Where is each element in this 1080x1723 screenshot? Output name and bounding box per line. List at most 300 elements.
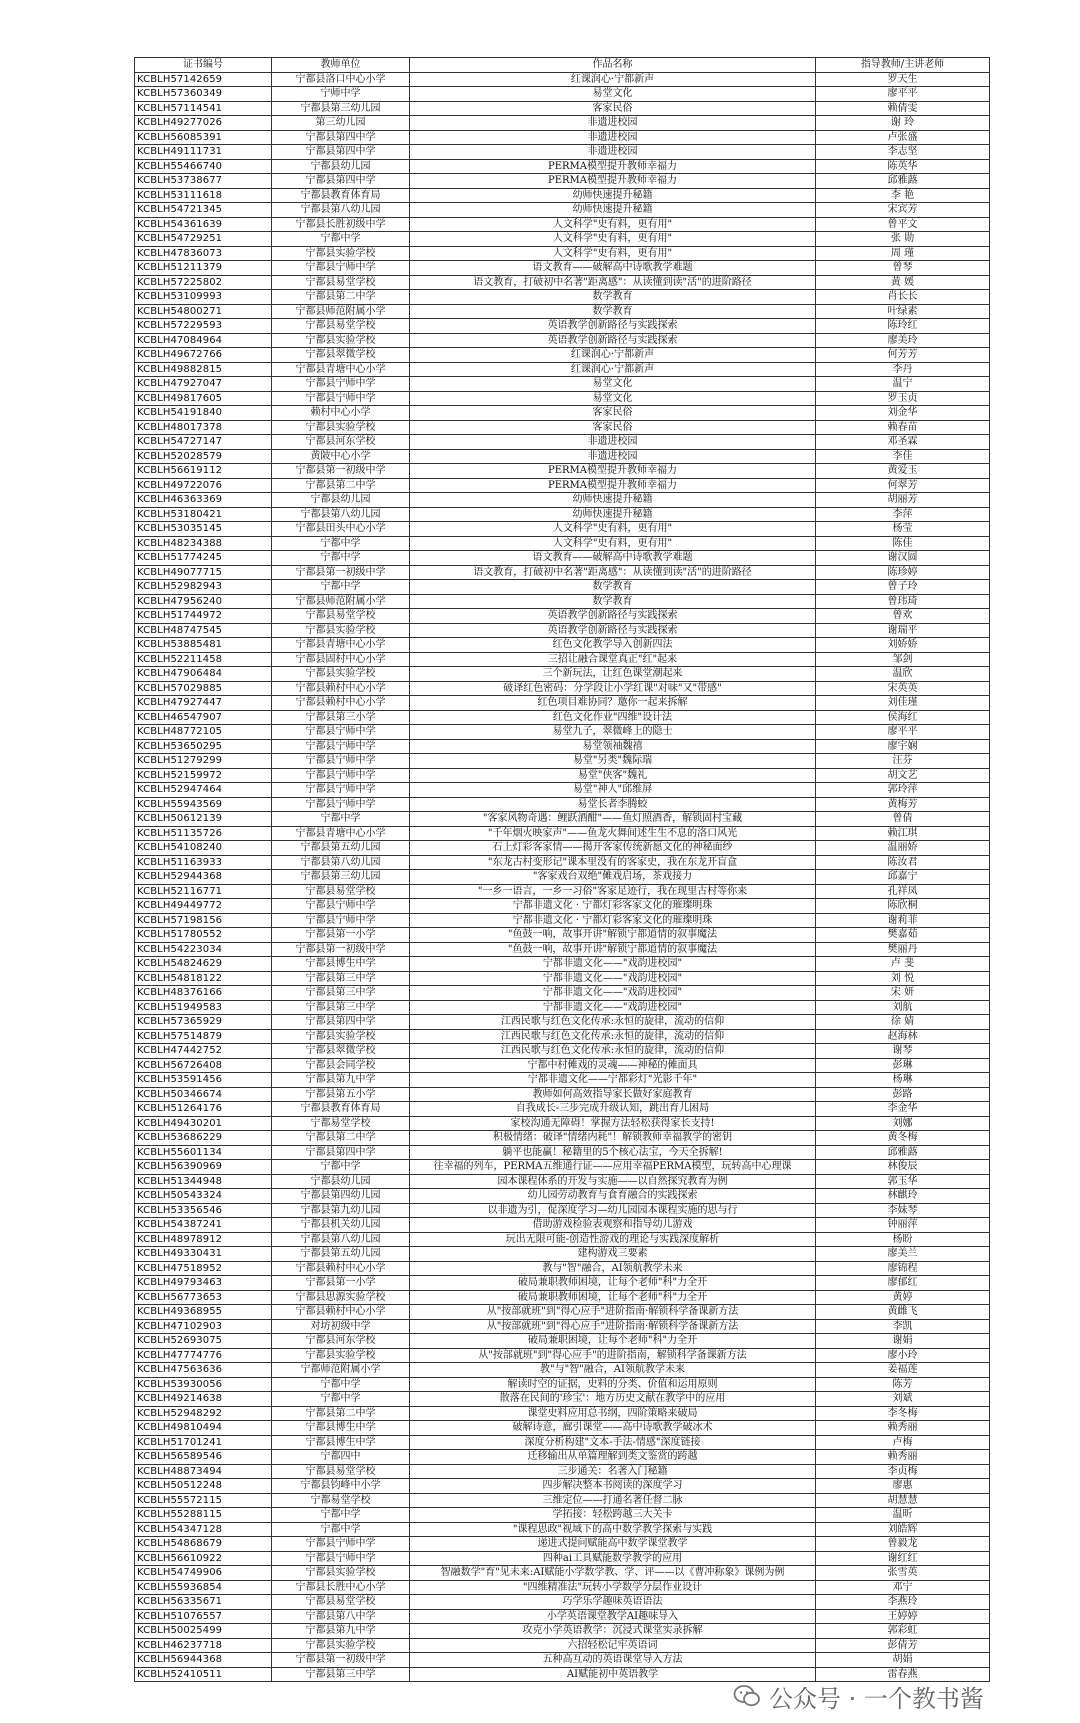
unit-cell: 宁都县宁师中学 bbox=[272, 768, 410, 783]
teacher-cell: 邓圣霖 bbox=[816, 435, 990, 450]
teacher-cell: 廖惠 bbox=[816, 1479, 990, 1494]
cert-no-cell: KCBLH56589546 bbox=[135, 1450, 272, 1465]
unit-cell: 宁都县第一小学 bbox=[272, 928, 410, 943]
cert-no-cell: KCBLH56726408 bbox=[135, 1058, 272, 1073]
work-title-cell: 宁都非遗文化——"戏韵进校园" bbox=[410, 986, 816, 1001]
table-row bbox=[135, 1595, 990, 1610]
cert-no-cell: KCBLH54749906 bbox=[135, 1566, 272, 1581]
teacher-cell: 彭路 bbox=[816, 1087, 990, 1102]
table-row bbox=[135, 1537, 990, 1552]
header-unit: 教师单位 bbox=[272, 58, 410, 73]
unit-cell: 对坊初级中学 bbox=[272, 1319, 410, 1334]
teacher-cell: 邓宁 bbox=[816, 1580, 990, 1595]
unit-cell: 宁都县幼儿园 bbox=[272, 493, 410, 508]
teacher-cell: 刘娜 bbox=[816, 1116, 990, 1131]
work-title-cell: 非遗进校园 bbox=[410, 435, 816, 450]
unit-cell: 宁都县翠微学校 bbox=[272, 348, 410, 363]
table-row bbox=[135, 1319, 990, 1334]
work-title-cell: 易堂文化 bbox=[410, 87, 816, 102]
work-title-cell: 易堂文化 bbox=[410, 391, 816, 406]
table-row bbox=[135, 1305, 990, 1320]
cert-no-cell: KCBLH54800271 bbox=[135, 304, 272, 319]
teacher-cell: 郭彩虹 bbox=[816, 1624, 990, 1639]
cert-no-cell: KCBLH56610922 bbox=[135, 1551, 272, 1566]
teacher-cell: 李金华 bbox=[816, 1102, 990, 1117]
cert-no-cell: KCBLH49111731 bbox=[135, 145, 272, 160]
cert-no-cell: KCBLH48234388 bbox=[135, 536, 272, 551]
cert-no-cell: KCBLH49368955 bbox=[135, 1305, 272, 1320]
table-row bbox=[135, 884, 990, 899]
table-row bbox=[135, 594, 990, 609]
cert-no-cell: KCBLH49214638 bbox=[135, 1392, 272, 1407]
teacher-cell: 赵海林 bbox=[816, 1029, 990, 1044]
unit-cell: 宁都县长胜中心小学 bbox=[272, 1580, 410, 1595]
cert-no-cell: KCBLH47774776 bbox=[135, 1348, 272, 1363]
unit-cell: 赖村中心小学 bbox=[272, 406, 410, 421]
work-title-cell: "四维精准法"玩转小学数学分层作业设计 bbox=[410, 1580, 816, 1595]
table-row bbox=[135, 101, 990, 116]
table-row bbox=[135, 1261, 990, 1276]
cert-no-cell: KCBLH48772105 bbox=[135, 725, 272, 740]
table-row bbox=[135, 246, 990, 261]
unit-cell: 宁都县第四中学 bbox=[272, 1145, 410, 1160]
unit-cell: 宁都县第三中学 bbox=[272, 986, 410, 1001]
cert-no-cell: KCBLH52944368 bbox=[135, 870, 272, 885]
table-row bbox=[135, 1276, 990, 1291]
work-title-cell: 人文科学"史有料，更有用" bbox=[410, 246, 816, 261]
cert-no-cell: KCBLH54387241 bbox=[135, 1218, 272, 1233]
table-row bbox=[135, 681, 990, 696]
work-title-cell: 江西民歌与红色文化传承:永恒的旋律，流动的信仰 bbox=[410, 1044, 816, 1059]
table-row bbox=[135, 406, 990, 421]
work-title-cell: 六招轻松记牢英语词 bbox=[410, 1638, 816, 1653]
teacher-cell: 郭玲萍 bbox=[816, 783, 990, 798]
table-row bbox=[135, 116, 990, 131]
work-title-cell: 以非遗为引，促深度学习—幼儿园园本课程实施的思与行 bbox=[410, 1203, 816, 1218]
work-title-cell: "鱼鼓一响，故事开讲"解锁宁都道情的叙事魔法 bbox=[410, 942, 816, 957]
teacher-cell: 刘金华 bbox=[816, 406, 990, 421]
teacher-cell: 汪芬 bbox=[816, 754, 990, 769]
unit-cell: 宁都县师范附属小学 bbox=[272, 594, 410, 609]
teacher-cell: 赖倩雯 bbox=[816, 101, 990, 116]
table-row bbox=[135, 928, 990, 943]
table-row bbox=[135, 899, 990, 914]
cert-no-cell: KCBLH55943569 bbox=[135, 797, 272, 812]
table-row bbox=[135, 739, 990, 754]
work-title-cell: 三步通关：名著入门秘籍 bbox=[410, 1464, 816, 1479]
cert-no-cell: KCBLH51135726 bbox=[135, 826, 272, 841]
unit-cell: 宁都县第四中学 bbox=[272, 130, 410, 145]
work-title-cell: 解读时空的证据，史料的分类、价值和运用原则 bbox=[410, 1377, 816, 1392]
teacher-cell: 刘皓辉 bbox=[816, 1522, 990, 1537]
table-row bbox=[135, 72, 990, 87]
unit-cell: 宁都县第八幼儿园 bbox=[272, 1232, 410, 1247]
unit-cell: 宁都县实验学校 bbox=[272, 623, 410, 638]
table-row bbox=[135, 1348, 990, 1363]
work-title-cell: 从"按部就班"到"得心应手"进阶指南·解锁科学备课新方法 bbox=[410, 1319, 816, 1334]
table-row bbox=[135, 1015, 990, 1030]
cert-no-cell: KCBLH49330431 bbox=[135, 1247, 272, 1262]
work-title-cell: 语文教育——破解高中诗歌教学难题 bbox=[410, 551, 816, 566]
unit-cell: 宁都县第三中学 bbox=[272, 1667, 410, 1682]
teacher-cell: 曾毅龙 bbox=[816, 1537, 990, 1552]
unit-cell: 宁都县宁师中学 bbox=[272, 261, 410, 276]
table-row bbox=[135, 783, 990, 798]
cert-no-cell: KCBLH54347128 bbox=[135, 1522, 272, 1537]
work-title-cell: 语文教育，打破初中名著"距离感"：从读懂到读"活"的进阶路径 bbox=[410, 275, 816, 290]
cert-no-cell: KCBLH53738677 bbox=[135, 174, 272, 189]
cert-no-cell: KCBLH52211458 bbox=[135, 652, 272, 667]
teacher-cell: 彭琳 bbox=[816, 1058, 990, 1073]
unit-cell: 宁都易堂学校 bbox=[272, 1116, 410, 1131]
cert-no-cell: KCBLH53109993 bbox=[135, 290, 272, 305]
cert-no-cell: KCBLH47084964 bbox=[135, 333, 272, 348]
work-title-cell: 散落在民间的'珍宝'：地方历史文献在教学中的应用 bbox=[410, 1392, 816, 1407]
work-title-cell: 三维定位——打通名著任督二脉 bbox=[410, 1493, 816, 1508]
certificate-table bbox=[134, 57, 990, 1682]
unit-cell: 宁都县钧峰中小学 bbox=[272, 1479, 410, 1494]
unit-cell: 宁都县第五幼儿园 bbox=[272, 841, 410, 856]
cert-no-cell: KCBLH56944368 bbox=[135, 1653, 272, 1668]
table-row bbox=[135, 449, 990, 464]
unit-cell: 宁都县易堂学校 bbox=[272, 1595, 410, 1610]
cert-no-cell: KCBLH57114541 bbox=[135, 101, 272, 116]
teacher-cell: 樊嘉茹 bbox=[816, 928, 990, 943]
watermark-text: 公众号 · 一个教书酱 bbox=[769, 1684, 984, 1713]
table-row bbox=[135, 174, 990, 189]
teacher-cell: 刘航 bbox=[816, 1000, 990, 1015]
cert-no-cell: KCBLH47906484 bbox=[135, 667, 272, 682]
work-title-cell: 深度分析构建"文本-手法-情感"深度链接 bbox=[410, 1435, 816, 1450]
work-title-cell: 红课润心·宁都新声 bbox=[410, 348, 816, 363]
cert-no-cell: KCBLH54108240 bbox=[135, 841, 272, 856]
teacher-cell: 郭玉华 bbox=[816, 1174, 990, 1189]
unit-cell: 宁都县第四中学 bbox=[272, 1015, 410, 1030]
work-title-cell: 积极情绪：破译"情绪内耗"！解锁教师幸福教学的密钥 bbox=[410, 1131, 816, 1146]
teacher-cell: 叶绿素 bbox=[816, 304, 990, 319]
table-row bbox=[135, 1203, 990, 1218]
unit-cell: 宁都县幼儿园 bbox=[272, 159, 410, 174]
work-title-cell: 语文教育——破解高中诗歌教学难题 bbox=[410, 261, 816, 276]
teacher-cell: 杨莹 bbox=[816, 522, 990, 537]
unit-cell: 宁都县第一初级中学 bbox=[272, 942, 410, 957]
teacher-cell: 孔祥凤 bbox=[816, 884, 990, 899]
unit-cell: 宁都县博生中学 bbox=[272, 1421, 410, 1436]
table-row bbox=[135, 478, 990, 493]
unit-cell: 宁都县第八中学 bbox=[272, 1609, 410, 1624]
table-row bbox=[135, 1000, 990, 1015]
cert-no-cell: KCBLH56619112 bbox=[135, 464, 272, 479]
work-title-cell: 易堂"另类"魏际瑞 bbox=[410, 754, 816, 769]
watermark bbox=[733, 1681, 984, 1711]
table-row bbox=[135, 609, 990, 624]
unit-cell: 宁都县博生中学 bbox=[272, 957, 410, 972]
teacher-cell: 樊丽丹 bbox=[816, 942, 990, 957]
work-title-cell: 易堂领袖魏禧 bbox=[410, 739, 816, 754]
work-title-cell: 幼师快速提升秘籍 bbox=[410, 507, 816, 522]
unit-cell: 宁都县宁师中学 bbox=[272, 739, 410, 754]
table-row bbox=[135, 1580, 990, 1595]
teacher-cell: 黄冬梅 bbox=[816, 1131, 990, 1146]
unit-cell: 宁都县宁师中学 bbox=[272, 1537, 410, 1552]
unit-cell: 宁都县第四中学 bbox=[272, 174, 410, 189]
table-row bbox=[135, 696, 990, 711]
cert-no-cell: KCBLH47102903 bbox=[135, 1319, 272, 1334]
table-row bbox=[135, 1334, 990, 1349]
table-row bbox=[135, 1174, 990, 1189]
cert-no-cell: KCBLH50612139 bbox=[135, 812, 272, 827]
work-title-cell: "一乡一语言，一乡一习俗"客家足迹行，我在现里古村等你来 bbox=[410, 884, 816, 899]
work-title-cell: 四种ai工具赋能数学教学的应用 bbox=[410, 1551, 816, 1566]
teacher-cell: 黄梅芳 bbox=[816, 797, 990, 812]
unit-cell: 宁都县宁师中学 bbox=[272, 783, 410, 798]
cert-no-cell: KCBLH47927047 bbox=[135, 377, 272, 392]
cert-no-cell: KCBLH50543324 bbox=[135, 1189, 272, 1204]
work-title-cell: 易堂长者李腾蛟 bbox=[410, 797, 816, 812]
unit-cell: 宁都县第九幼儿园 bbox=[272, 1203, 410, 1218]
teacher-cell: 彭倩芳 bbox=[816, 1638, 990, 1653]
cert-no-cell: KCBLH54223034 bbox=[135, 942, 272, 957]
teacher-cell: 张 勋 bbox=[816, 232, 990, 247]
teacher-cell: 林俊辰 bbox=[816, 1160, 990, 1175]
cert-no-cell: KCBLH47956240 bbox=[135, 594, 272, 609]
table-row bbox=[135, 1464, 990, 1479]
unit-cell: 宁都县宁师中学 bbox=[272, 391, 410, 406]
work-title-cell: 人文科学"史有料，更有用" bbox=[410, 232, 816, 247]
teacher-cell: 刘 悦 bbox=[816, 971, 990, 986]
unit-cell: 宁都县青塘中心小学 bbox=[272, 826, 410, 841]
teacher-cell: 谢 玲 bbox=[816, 116, 990, 131]
table-row bbox=[135, 507, 990, 522]
unit-cell: 黄陂中心小学 bbox=[272, 449, 410, 464]
unit-cell: 宁都县会同学校 bbox=[272, 1058, 410, 1073]
cert-no-cell: KCBLH53591456 bbox=[135, 1073, 272, 1088]
work-title-cell: 智融数学"育"见未来:AI赋能小学数学教、学、评——以《曹冲称象》课例为例 bbox=[410, 1566, 816, 1581]
table-row bbox=[135, 913, 990, 928]
work-title-cell: 往幸福的列车，PERMA五维通行证——应用幸福PERMA模型，玩转高中心理课 bbox=[410, 1160, 816, 1175]
work-title-cell: 英语教学创新路径与实践探索 bbox=[410, 333, 816, 348]
work-title-cell: "课程思政"视域下的高中数学教学探索与实践 bbox=[410, 1522, 816, 1537]
teacher-cell: 邱雅蕗 bbox=[816, 174, 990, 189]
cert-no-cell: KCBLH47442752 bbox=[135, 1044, 272, 1059]
teacher-cell: 李妹琴 bbox=[816, 1203, 990, 1218]
teacher-cell: 何芳芳 bbox=[816, 348, 990, 363]
work-title-cell: 英语教学创新路径与实践探索 bbox=[410, 319, 816, 334]
cert-no-cell: KCBLH51344948 bbox=[135, 1174, 272, 1189]
teacher-cell: 李贞梅 bbox=[816, 1464, 990, 1479]
teacher-cell: 宋 妍 bbox=[816, 986, 990, 1001]
cert-no-cell: KCBLH53885481 bbox=[135, 638, 272, 653]
unit-cell: 宁都县实验学校 bbox=[272, 246, 410, 261]
cert-no-cell: KCBLH54361639 bbox=[135, 217, 272, 232]
table-row bbox=[135, 188, 990, 203]
work-title-cell: 红色文化教学导入创新四法 bbox=[410, 638, 816, 653]
work-title-cell: 人文科学"史有料，更有用" bbox=[410, 217, 816, 232]
table-row bbox=[135, 1160, 990, 1175]
cert-no-cell: KCBLH51744972 bbox=[135, 609, 272, 624]
table-row bbox=[135, 1232, 990, 1247]
certificate-list bbox=[134, 57, 989, 1682]
table-row bbox=[135, 1044, 990, 1059]
table-row bbox=[135, 1522, 990, 1537]
unit-cell: 宁都县赖村中心小学 bbox=[272, 1261, 410, 1276]
unit-cell: 宁都县宁师中学 bbox=[272, 1551, 410, 1566]
table-row bbox=[135, 768, 990, 783]
work-title-cell: 易堂九子，翠微峰上的隐士 bbox=[410, 725, 816, 740]
table-row bbox=[135, 870, 990, 885]
teacher-cell: 曾琴 bbox=[816, 261, 990, 276]
work-title-cell: 自我成长-三步完成升级认知，跳出育儿困局 bbox=[410, 1102, 816, 1117]
teacher-cell: 黄雌飞 bbox=[816, 1305, 990, 1320]
cert-no-cell: KCBLH57360349 bbox=[135, 87, 272, 102]
table-row bbox=[135, 1247, 990, 1262]
work-title-cell: 数学教育 bbox=[410, 594, 816, 609]
teacher-cell: 廖美玲 bbox=[816, 333, 990, 348]
work-title-cell: 学拓接：轻松跨越三大关卡 bbox=[410, 1508, 816, 1523]
work-title-cell: 课堂史料应用总书纲，四阶策略来破局 bbox=[410, 1406, 816, 1421]
table-row bbox=[135, 217, 990, 232]
cert-no-cell: KCBLH51780552 bbox=[135, 928, 272, 943]
teacher-cell: 赖春苗 bbox=[816, 420, 990, 435]
unit-cell: 宁都县宁师中学 bbox=[272, 913, 410, 928]
unit-cell: 宁都县第一初级中学 bbox=[272, 464, 410, 479]
unit-cell: 宁都县第三幼儿园 bbox=[272, 870, 410, 885]
unit-cell: 宁都县实验学校 bbox=[272, 1029, 410, 1044]
work-title-cell: 客家民俗 bbox=[410, 420, 816, 435]
unit-cell: 宁都县青塘中心小学 bbox=[272, 362, 410, 377]
unit-cell: 宁都县第三中学 bbox=[272, 1000, 410, 1015]
unit-cell: 宁都中学 bbox=[272, 1160, 410, 1175]
work-title-cell: 三个新玩法，让红色课堂潮起来 bbox=[410, 667, 816, 682]
cert-no-cell: KCBLH54824629 bbox=[135, 957, 272, 972]
work-title-cell: 破局兼职教师困境，让每个老师"科"力全开 bbox=[410, 1276, 816, 1291]
work-title-cell: 迁移输出从单篇理解到类文鉴赏的跨越 bbox=[410, 1450, 816, 1465]
table-row bbox=[135, 1450, 990, 1465]
cert-no-cell: KCBLH48873494 bbox=[135, 1464, 272, 1479]
table-row bbox=[135, 1189, 990, 1204]
work-title-cell: 玩出无限可能-创造性游戏的理论与实践深度解析 bbox=[410, 1232, 816, 1247]
table-body bbox=[135, 72, 990, 1682]
table-row bbox=[135, 971, 990, 986]
teacher-cell: 廖平平 bbox=[816, 87, 990, 102]
table-row bbox=[135, 319, 990, 334]
unit-cell: 宁都县实验学校 bbox=[272, 1348, 410, 1363]
work-title-cell: 小学英语课堂教学AI趣味导入 bbox=[410, 1609, 816, 1624]
teacher-cell: 谢莉菲 bbox=[816, 913, 990, 928]
cert-no-cell: KCBLH53930056 bbox=[135, 1377, 272, 1392]
teacher-cell: 曾欢 bbox=[816, 609, 990, 624]
cert-no-cell: KCBLH57029885 bbox=[135, 681, 272, 696]
table-row bbox=[135, 1435, 990, 1450]
cert-no-cell: KCBLH49817605 bbox=[135, 391, 272, 406]
teacher-cell: 陈欣桐 bbox=[816, 899, 990, 914]
table-row bbox=[135, 362, 990, 377]
table-row bbox=[135, 130, 990, 145]
table-row bbox=[135, 464, 990, 479]
table-row bbox=[135, 1102, 990, 1117]
work-title-cell: PERMA模型提升教师幸福力 bbox=[410, 478, 816, 493]
cert-no-cell: KCBLH57229593 bbox=[135, 319, 272, 334]
unit-cell: 宁都县师范附属小学 bbox=[272, 304, 410, 319]
unit-cell: 宁都县河东学校 bbox=[272, 1334, 410, 1349]
unit-cell: 宁都县田头中心小学 bbox=[272, 522, 410, 537]
work-title-cell: 宁都非遗文化——"戏韵进校园" bbox=[410, 1000, 816, 1015]
table-row bbox=[135, 1290, 990, 1305]
teacher-cell: 谢娟 bbox=[816, 1334, 990, 1349]
work-title-cell: 巧学乐学趣味英语语法 bbox=[410, 1595, 816, 1610]
cert-no-cell: KCBLH51076557 bbox=[135, 1609, 272, 1624]
table-row bbox=[135, 1392, 990, 1407]
teacher-cell: 陈英华 bbox=[816, 159, 990, 174]
unit-cell: 宁都县第二中学 bbox=[272, 1131, 410, 1146]
work-title-cell: 幼儿园劳动教育与食育融合的实践探索 bbox=[410, 1189, 816, 1204]
work-title-cell: 易堂"侠客"魏礼 bbox=[410, 768, 816, 783]
work-title-cell: 数学教育 bbox=[410, 580, 816, 595]
header-cert-no: 证书编号 bbox=[135, 58, 272, 73]
table-row bbox=[135, 87, 990, 102]
table-row bbox=[135, 1377, 990, 1392]
table-row bbox=[135, 1653, 990, 1668]
teacher-cell: 赖秀丽 bbox=[816, 1450, 990, 1465]
unit-cell: 宁都县实验学校 bbox=[272, 1566, 410, 1581]
cert-no-cell: KCBLH57142659 bbox=[135, 72, 272, 87]
cert-no-cell: KCBLH56085391 bbox=[135, 130, 272, 145]
teacher-cell: 廖郁红 bbox=[816, 1276, 990, 1291]
teacher-cell: 卢梅 bbox=[816, 1435, 990, 1450]
unit-cell: 宁都县第二中学 bbox=[272, 290, 410, 305]
work-title-cell: 宁都中村傩戏的灵魂——神秘的傩面具 bbox=[410, 1058, 816, 1073]
teacher-cell: 谢汉圆 bbox=[816, 551, 990, 566]
teacher-cell: 李凯 bbox=[816, 1319, 990, 1334]
work-title-cell: 破译红色密码：分学段让小学红课"对味"又"带感" bbox=[410, 681, 816, 696]
cert-no-cell: KCBLH54191840 bbox=[135, 406, 272, 421]
work-title-cell: 非遗进校园 bbox=[410, 130, 816, 145]
work-title-cell: 宁都非遗文化——"戏韵进校园" bbox=[410, 971, 816, 986]
unit-cell: 宁都县易堂学校 bbox=[272, 1464, 410, 1479]
cert-no-cell: KCBLH51264176 bbox=[135, 1102, 272, 1117]
work-title-cell: 非遗进校园 bbox=[410, 449, 816, 464]
work-title-cell: 破局兼职教师困境，让每个老师"科"力全开 bbox=[410, 1290, 816, 1305]
teacher-cell: 李萍 bbox=[816, 507, 990, 522]
unit-cell: 宁都县固村中心小学 bbox=[272, 652, 410, 667]
work-title-cell: 递进式提问赋能高中数学课堂教学 bbox=[410, 1537, 816, 1552]
work-title-cell: 人文科学"史有料，更有用" bbox=[410, 536, 816, 551]
cert-no-cell: KCBLH53180421 bbox=[135, 507, 272, 522]
unit-cell: 宁都县第八幼儿园 bbox=[272, 203, 410, 218]
cert-no-cell: KCBLH57225802 bbox=[135, 275, 272, 290]
cert-no-cell: KCBLH52948292 bbox=[135, 1406, 272, 1421]
work-title-cell: 家校沟通无障碍！掌握方法轻松获得家长支持! bbox=[410, 1116, 816, 1131]
unit-cell: 宁都县第八幼儿园 bbox=[272, 507, 410, 522]
table-row bbox=[135, 812, 990, 827]
table-row bbox=[135, 1406, 990, 1421]
cert-no-cell: KCBLH48747545 bbox=[135, 623, 272, 638]
teacher-cell: 胡慧慧 bbox=[816, 1493, 990, 1508]
unit-cell: 宁都县洛口中心小学 bbox=[272, 72, 410, 87]
cert-no-cell: KCBLH52947464 bbox=[135, 783, 272, 798]
work-title-cell: 五种高互动的英语课堂导入方法 bbox=[410, 1653, 816, 1668]
teacher-cell: 王婷婷 bbox=[816, 1609, 990, 1624]
cert-no-cell: KCBLH49722076 bbox=[135, 478, 272, 493]
unit-cell: 宁都中学 bbox=[272, 551, 410, 566]
teacher-cell: 黄爱玉 bbox=[816, 464, 990, 479]
cert-no-cell: KCBLH49793463 bbox=[135, 1276, 272, 1291]
unit-cell: 宁都县教育体育局 bbox=[272, 1102, 410, 1117]
cert-no-cell: KCBLH55466740 bbox=[135, 159, 272, 174]
unit-cell: 宁都县赖村中心小学 bbox=[272, 696, 410, 711]
work-title-cell: 园本课程体系的开发与实施——以自然探究教育为例 bbox=[410, 1174, 816, 1189]
table-row bbox=[135, 1087, 990, 1102]
